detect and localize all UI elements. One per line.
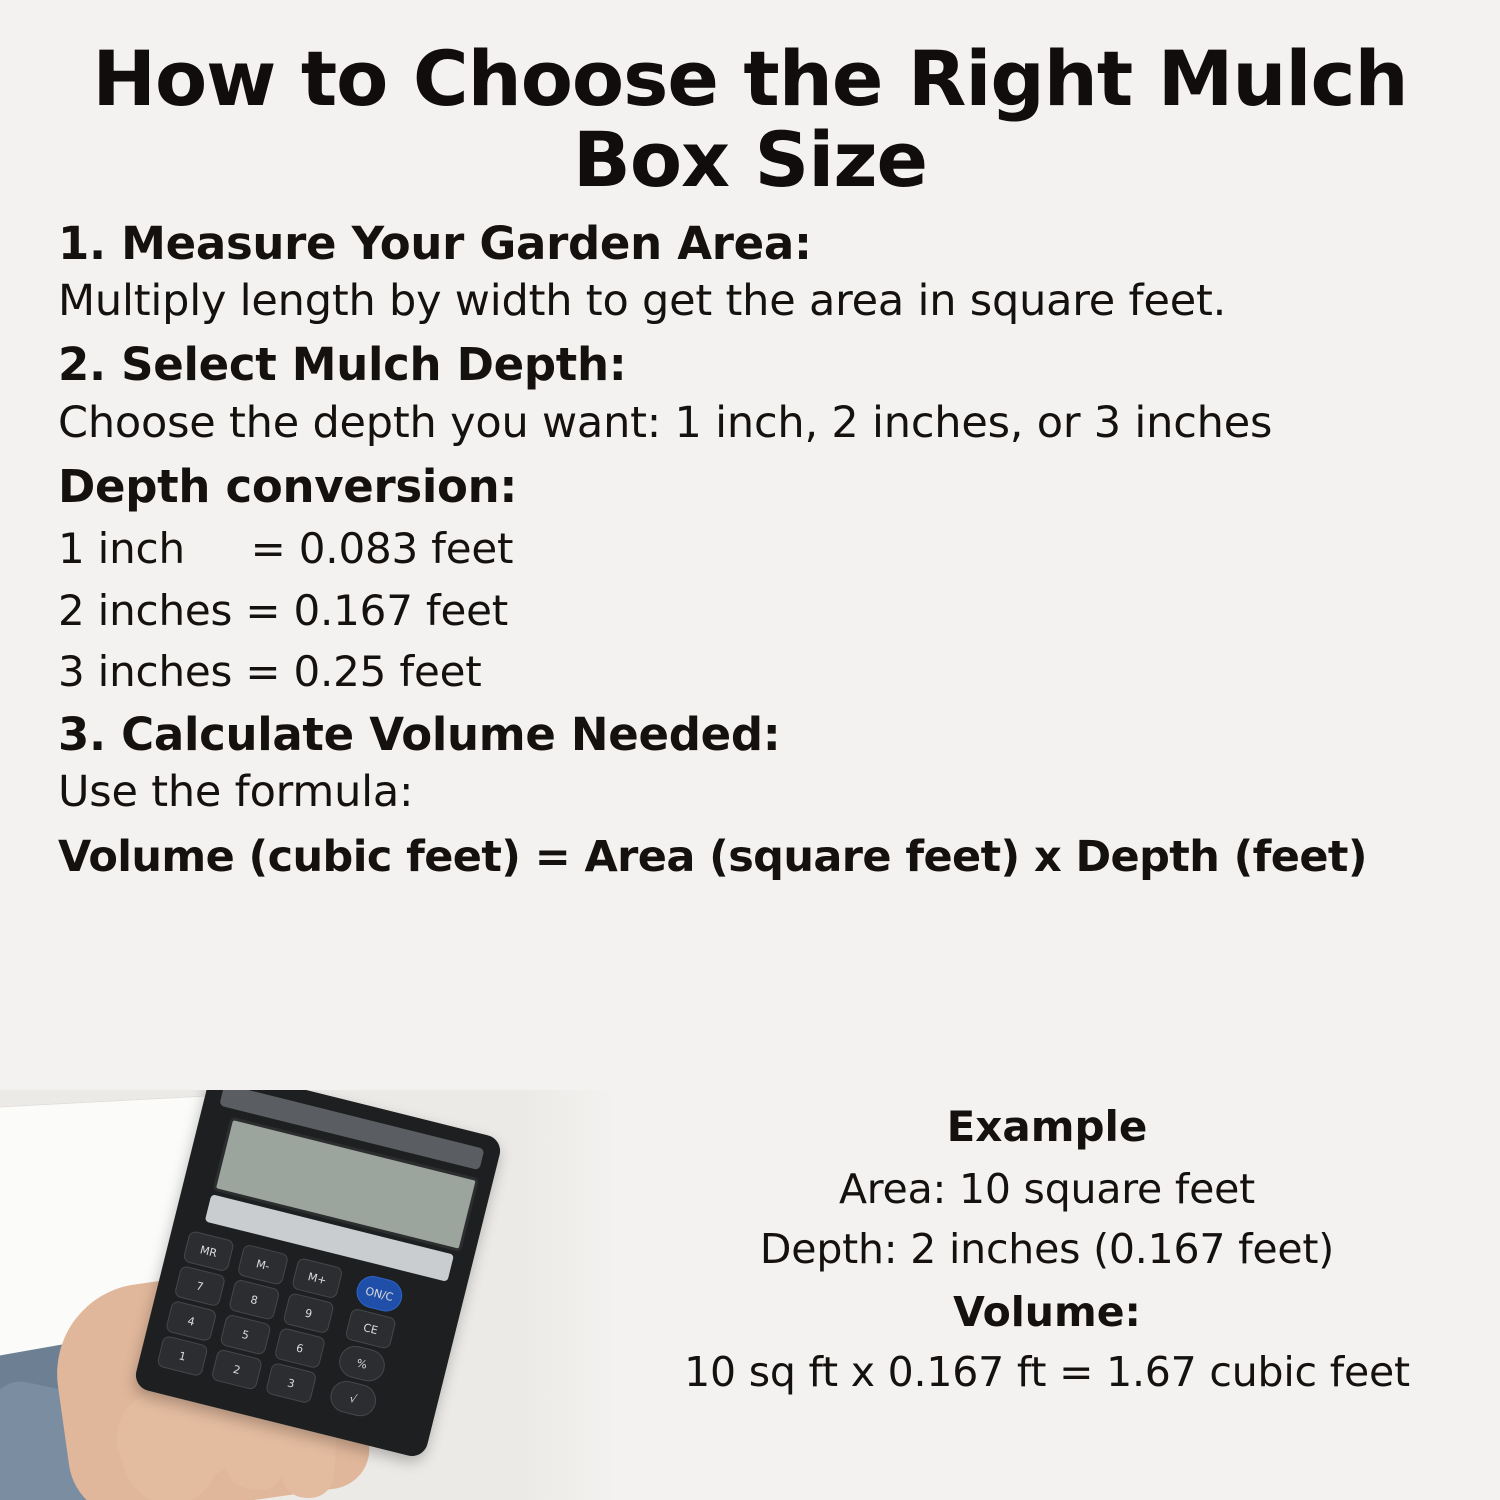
calculator-key: √: [327, 1377, 379, 1419]
calculator-key: 1: [156, 1335, 208, 1377]
depth-conversion-heading: Depth conversion:: [58, 459, 518, 513]
calculator-key: 5: [219, 1314, 271, 1356]
photo-fade-bottom: [0, 1460, 640, 1500]
step-3-heading: 3. Calculate Volume Needed:: [58, 707, 781, 761]
example-depth: Depth: 2 inches (0.167 feet): [759, 1224, 1335, 1273]
calculator-key: 6: [274, 1327, 326, 1369]
volume-formula: Volume (cubic feet) = Area (square feet) x Depth (feet): [58, 831, 1367, 882]
step-2-text: Choose the depth you want: 1 inch, 2 inches, or 3 inches: [58, 397, 1273, 448]
depth-conversion-row: 1 inch = 0.083 feet: [58, 524, 514, 574]
depth-conversion-row: 3 inches = 0.25 feet: [58, 647, 482, 697]
calculator-key: MR: [182, 1230, 234, 1272]
calculator-key: CE: [344, 1308, 396, 1350]
example-volume-value: 10 sq ft x 0.167 ft = 1.67 cubic feet: [684, 1347, 1410, 1396]
calculator-key: 7: [174, 1265, 226, 1307]
page-title: How to Choose the Right Mulch Box Size: [92, 34, 1408, 205]
calculator-key: 9: [282, 1292, 334, 1334]
calculator-key: M+: [291, 1257, 343, 1299]
step-1-text: Multiply length by width to get the area in square feet.: [58, 276, 1227, 327]
step-2-heading: 2. Select Mulch Depth:: [58, 338, 627, 392]
calculator-key: 3: [265, 1362, 317, 1404]
example-area: Area: 10 square feet: [838, 1165, 1256, 1214]
calculator-key: 4: [165, 1300, 217, 1342]
calculator-key: 2: [211, 1348, 263, 1390]
calculator-key: 8: [228, 1279, 280, 1321]
example-title: Example: [946, 1102, 1148, 1151]
calculator-key: ON/C: [353, 1273, 405, 1315]
instructions-body: [58, 215, 1442, 885]
depth-conversion-row: 2 inches = 0.167 feet: [58, 585, 509, 635]
example-volume-label: Volume:: [953, 1288, 1141, 1337]
calculator-photo: [0, 1090, 640, 1500]
calculator-key: %: [336, 1343, 388, 1385]
lower-section: [0, 1090, 1500, 1500]
example-block: [642, 1102, 1452, 1402]
calculator-key: M-: [237, 1244, 289, 1286]
step-3-text: Use the formula:: [58, 767, 414, 818]
step-1-heading: 1. Measure Your Garden Area:: [58, 216, 812, 270]
photo-fade-edge: [520, 1090, 640, 1500]
